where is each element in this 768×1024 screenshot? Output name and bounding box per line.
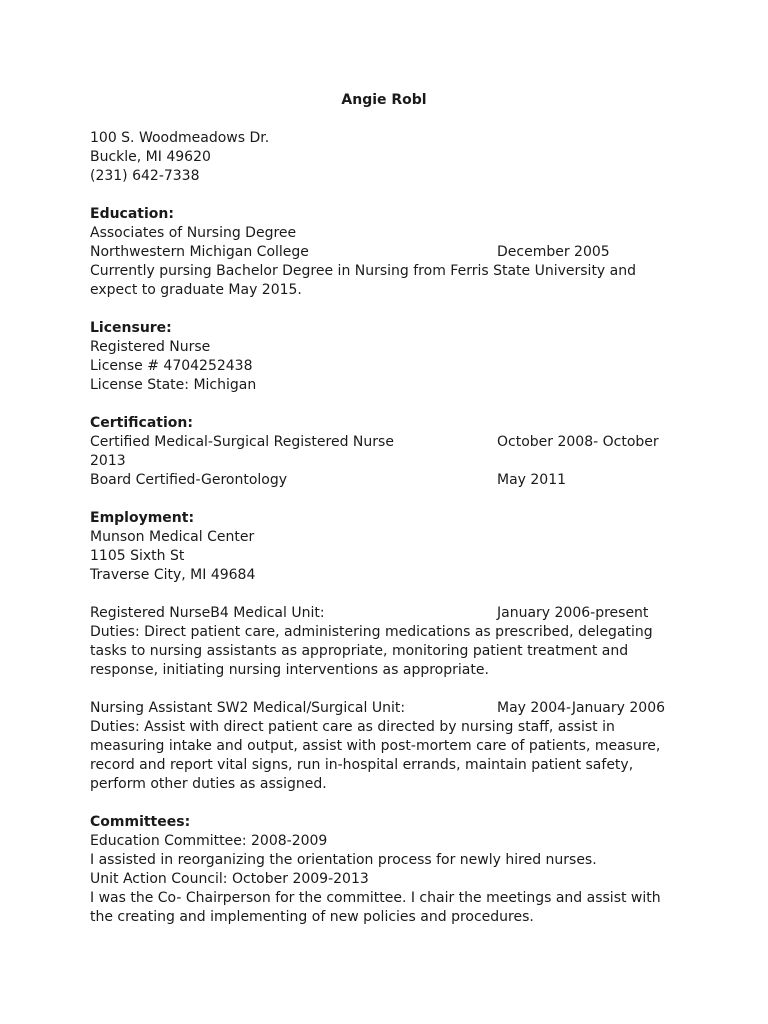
committee-line: I assisted in reorganizing the orientation process for newly hired nurses. (90, 852, 597, 868)
job-duties-line: record and report vital signs, run in-hospital errands, maintain patient safety, (90, 757, 634, 773)
contact-city: Buckle, MI 49620 (90, 149, 211, 165)
certification-date: May 2011 (497, 472, 567, 488)
job-duties-line: Duties: Direct patient care, administering medications as prescribed, delegating (90, 624, 653, 640)
job-date: January 2006-present (497, 605, 649, 621)
committee-line: the creating and implementing of new policies and procedures. (90, 909, 534, 925)
job-duties-line: tasks to nursing assistants as appropriate, monitoring patient treatment and (90, 643, 629, 659)
committee-line: I was the Co- Chairperson for the committee. I chair the meetings and assist with (90, 890, 661, 906)
committee-line: Education Committee: 2008-2009 (90, 833, 328, 849)
employment-heading: Employment: (90, 510, 195, 526)
certification-row (90, 433, 680, 452)
certification-date-cont: 2013 (90, 453, 126, 469)
job-duties-line: Duties: Assist with direct patient care as directed by nursing staff, assist in (90, 719, 615, 735)
education-note-line: Currently pursing Bachelor Degree in Nursing from Ferris State University and (90, 263, 637, 279)
committee-line: Unit Action Council: October 2009-2013 (90, 871, 369, 887)
employer-street: 1105 Sixth St (90, 548, 185, 564)
employer-city: Traverse City, MI 49684 (90, 567, 256, 583)
education-school-date: December 2005 (497, 244, 610, 260)
education-school-row (90, 243, 680, 262)
job-title: Registered NurseB4 Medical Unit: (90, 605, 325, 621)
employer-name: Munson Medical Center (90, 529, 255, 545)
job-duties-line: response, initiating nursing interventions as appropriate. (90, 662, 489, 678)
job-row (90, 604, 680, 623)
contact-address: 100 S. Woodmeadows Dr. (90, 130, 270, 146)
education-degree: Associates of Nursing Degree (90, 225, 297, 241)
job-duties-line: perform other duties as assigned. (90, 776, 327, 792)
job-duties-line: measuring intake and output, assist with post-mortem care of patients, measure, (90, 738, 661, 754)
certification-heading: Certification: (90, 415, 193, 431)
certification-date: October 2008- October (497, 434, 659, 450)
job-row (90, 699, 680, 718)
education-heading: Education: (90, 206, 174, 222)
job-date: May 2004-January 2006 (497, 700, 666, 716)
education-note-line: expect to graduate May 2015. (90, 282, 302, 298)
resume-name: Angie Robl (341, 92, 427, 108)
contact-phone: (231) 642-7338 (90, 168, 200, 184)
licensure-heading: Licensure: (90, 320, 172, 336)
licensure-state: License State: Michigan (90, 377, 257, 393)
education-school: Northwestern Michigan College (90, 244, 309, 260)
licensure-title: Registered Nurse (90, 339, 211, 355)
job-title: Nursing Assistant SW2 Medical/Surgical Unit: (90, 700, 406, 716)
committees-heading: Committees: (90, 814, 191, 830)
resume-body (90, 129, 680, 927)
licensure-number: License # 4704252438 (90, 358, 253, 374)
certification-row (90, 471, 680, 490)
certification-name: Board Certified-Gerontology (90, 472, 288, 488)
certification-name: Certified Medical-Surgical Registered Nurse (90, 434, 394, 450)
